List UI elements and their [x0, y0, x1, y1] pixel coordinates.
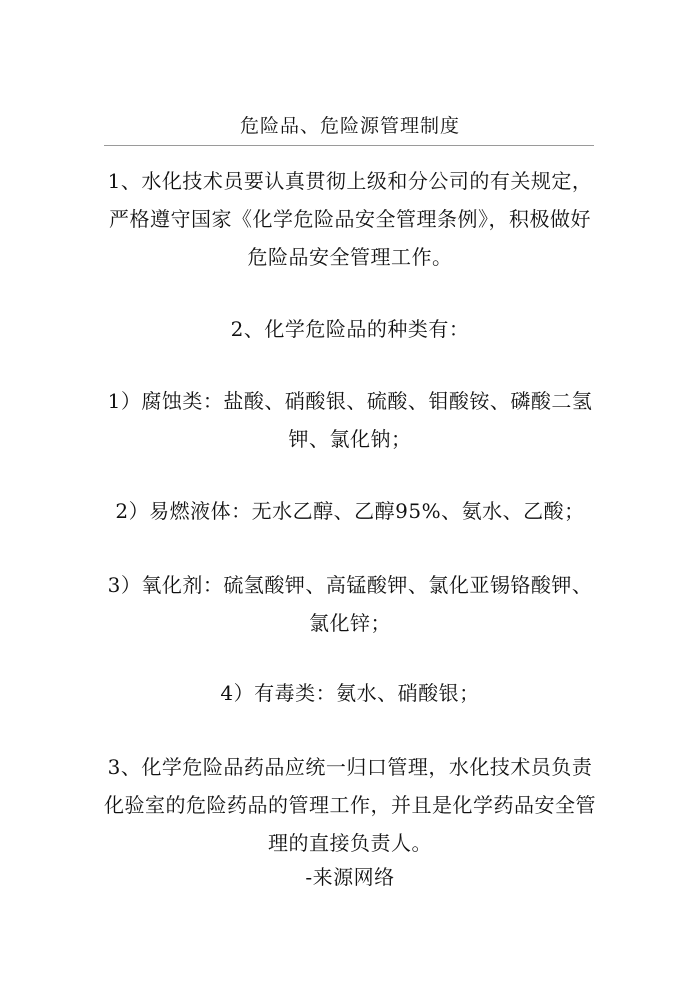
paragraph-centralized-management: 3、化学危险品药品应统一归口管理，水化技术员负责化验室的危险药品的管理工作，并且是化学药品安全管理的直接负责人。 — [104, 755, 596, 855]
source-note: -来源网络 — [305, 865, 395, 889]
paragraph-corrosives: 1）腐蚀类：盐酸、硝酸银、硫酸、钼酸铵、磷酸二氢钾、氯化钠； — [107, 389, 593, 451]
paragraph-hazard-types-heading: 2、化学危险品的种类有： — [230, 317, 470, 341]
paragraph-flammable-liquids: 2）易燃液体：无水乙醇、乙醇95%、氨水、乙酸； — [115, 499, 585, 523]
title-divider — [104, 145, 594, 146]
paragraph-toxics: 4）有毒类：氨水、硝酸银； — [220, 681, 480, 705]
paragraph-oxidizers: 3）氧化剂：硫氢酸钾、高锰酸钾、氯化亚锡铬酸钾、氯化锌； — [107, 573, 593, 635]
paragraph-regulation-compliance: 1、水化技术员要认真贯彻上级和分公司的有关规定，严格遵守国家《化学危险品安全管理条例》，积极做好危险品安全管理工作。 — [107, 169, 593, 269]
document-title: 危险品、危险源管理制度 — [239, 115, 460, 137]
